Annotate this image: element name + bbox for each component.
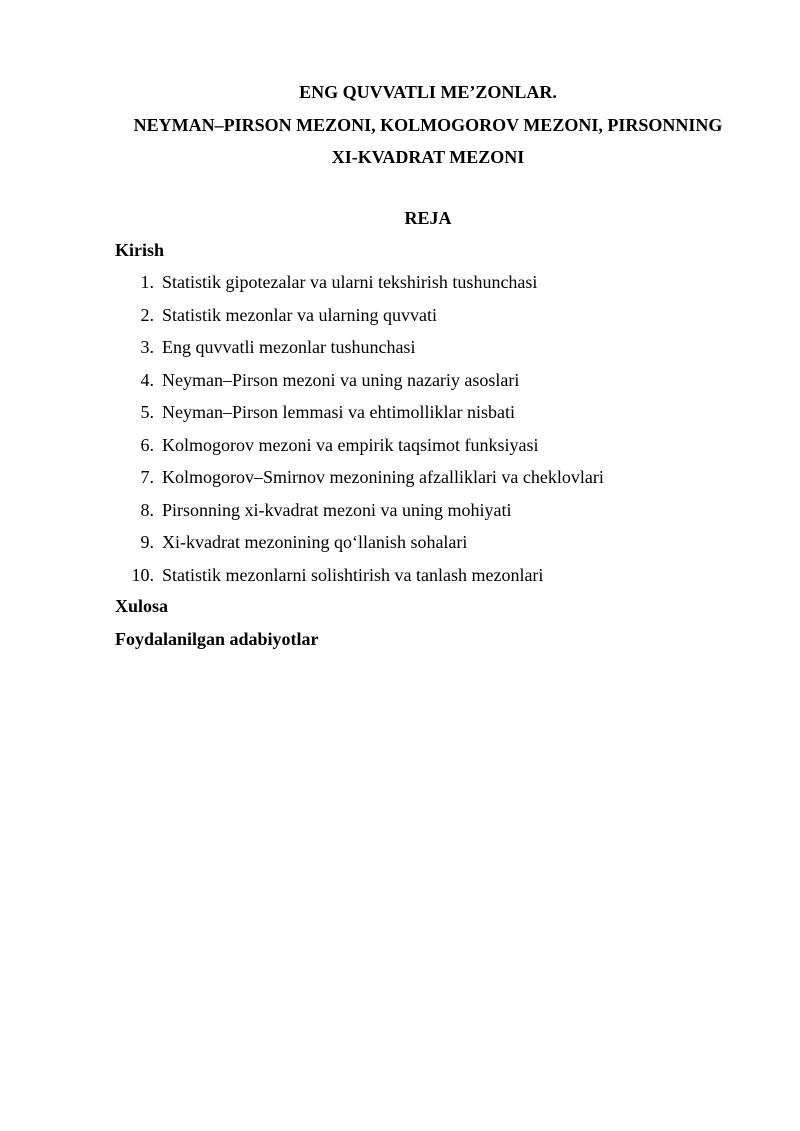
references-label: Foydalanilgan adabiyotlar — [115, 629, 319, 649]
plan-heading: REJA — [404, 208, 452, 228]
plan-item-number: 8. — [140, 499, 154, 520]
plan-item-number: 1. — [140, 272, 154, 292]
plan-item-number: 5. — [140, 402, 154, 422]
plan-item-8 — [0, 494, 800, 527]
document-title — [100, 76, 756, 174]
plan-item-text: Statistik mezonlar va ularning quvvati — [162, 304, 437, 325]
plan-item-9 — [0, 526, 800, 559]
plan-item-3 — [0, 331, 800, 364]
plan-item-number: 9. — [140, 532, 154, 552]
title-line-3: XI-KVADRAT MEZONI — [331, 147, 525, 167]
plan-item-1 — [0, 266, 800, 299]
plan-item-number: 7. — [140, 467, 154, 487]
plan-item-text: Pirsonning xi-kvadrat mezoni va uning mohiyati — [162, 499, 512, 520]
plan-item-2 — [0, 299, 800, 332]
plan-item-text: Kolmogorov–Smirnov mezonining afzalliklari va cheklovlari — [162, 467, 604, 487]
plan-item-6 — [0, 429, 800, 462]
plan-item-text: Neyman–Pirson lemmasi va ehtimolliklar nisbati — [162, 402, 515, 422]
conclusion-label: Xulosa — [115, 596, 169, 616]
plan-item-10 — [0, 559, 800, 592]
plan-item-number: 4. — [140, 369, 154, 390]
plan-item-number: 3. — [140, 337, 154, 357]
plan-item-text: Eng quvvatli mezonlar tushunchasi — [162, 337, 416, 357]
plan-item-text: Statistik gipotezalar va ularni tekshirish tushunchasi — [162, 272, 538, 292]
plan-item-4 — [0, 364, 800, 397]
plan-item-text: Statistik mezonlarni solishtirish va tanlash mezonlari — [162, 564, 544, 585]
plan-item-text: Kolmogorov mezoni va empirik taqsimot funksiyasi — [162, 434, 539, 455]
plan-list — [0, 266, 800, 591]
title-line-1: ENG QUVVATLI ME’ZONLAR. — [299, 82, 557, 102]
plan-item-number: 10. — [131, 564, 154, 585]
plan-item-text: Xi-kvadrat mezonining qo‘llanish sohalari — [162, 532, 468, 552]
intro-label: Kirish — [115, 240, 165, 260]
title-line-2: NEYMAN–PIRSON MEZONI, KOLMOGOROV MEZONI, PIRSONNING — [133, 114, 723, 135]
plan-item-number: 2. — [140, 304, 154, 325]
plan-item-7 — [0, 461, 800, 494]
plan-item-text: Neyman–Pirson mezoni va uning nazariy asoslari — [162, 369, 520, 390]
plan-item-number: 6. — [140, 434, 154, 455]
plan-item-5 — [0, 396, 800, 429]
